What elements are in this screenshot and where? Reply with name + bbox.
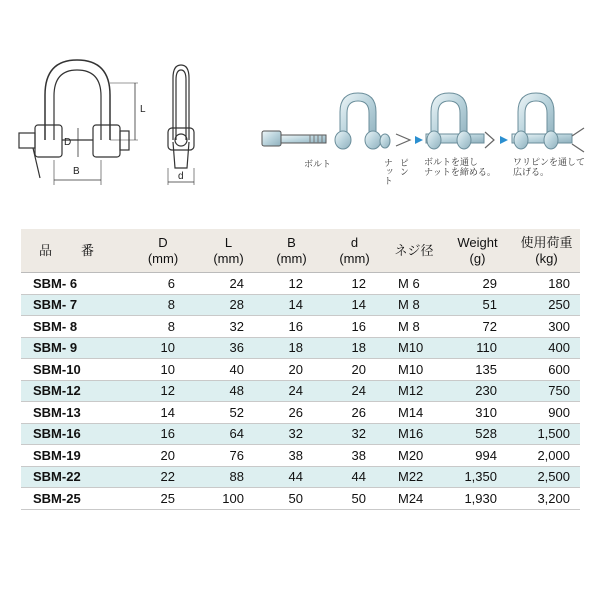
table-cell: 64 <box>197 423 260 445</box>
bolt-drawing <box>262 131 326 146</box>
table-cell: M20 <box>386 445 442 467</box>
table-cell: 8 <box>129 294 197 316</box>
table-cell: M 6 <box>386 273 442 295</box>
table-cell: 16 <box>129 423 197 445</box>
table-cell: 6 <box>129 273 197 295</box>
table-cell: 400 <box>513 337 580 359</box>
table-cell: 48 <box>197 380 260 402</box>
table-cell: 32 <box>260 423 323 445</box>
table-row <box>21 402 580 424</box>
table-cell: 52 <box>197 402 260 424</box>
header-D: D (mm) <box>129 229 197 273</box>
table-cell: SBM-12 <box>21 380 129 402</box>
table-cell: 10 <box>129 359 197 381</box>
table-cell: 12 <box>323 273 386 295</box>
table-cell: 300 <box>513 316 580 338</box>
table-cell: 51 <box>442 294 513 316</box>
table-row <box>21 273 580 295</box>
table-header-row <box>21 229 580 273</box>
table-cell: 230 <box>442 380 513 402</box>
table-row <box>21 359 580 381</box>
table-row <box>21 337 580 359</box>
table-cell: 50 <box>323 488 386 510</box>
table-cell: 44 <box>323 466 386 488</box>
table-cell: 1,500 <box>513 423 580 445</box>
table-cell: 24 <box>260 380 323 402</box>
table-cell: 900 <box>513 402 580 424</box>
header-L: L (mm) <box>197 229 260 273</box>
pin-label: ピン <box>398 158 409 176</box>
table-cell: SBM-25 <box>21 488 129 510</box>
arrow-icon <box>415 136 423 144</box>
table-cell: 24 <box>323 380 386 402</box>
table-cell: 14 <box>323 294 386 316</box>
dim-label-D: D <box>64 137 72 148</box>
table-cell: 26 <box>260 402 323 424</box>
table-cell: 26 <box>323 402 386 424</box>
step3-label: ワリピンを通して 広げる。 <box>513 157 586 177</box>
side-view <box>168 65 194 185</box>
arrow-icon <box>500 136 508 144</box>
table-cell: SBM- 8 <box>21 316 129 338</box>
shackle-diagram <box>0 0 600 215</box>
table-cell: 28 <box>197 294 260 316</box>
table-row <box>21 445 580 467</box>
table-cell: SBM-16 <box>21 423 129 445</box>
table-cell: 994 <box>442 445 513 467</box>
table-cell: 14 <box>260 294 323 316</box>
table-cell: 76 <box>197 445 260 467</box>
dim-label-L: L <box>140 104 146 115</box>
table-cell: M 8 <box>386 316 442 338</box>
spec-table <box>21 229 580 510</box>
table-cell: 750 <box>513 380 580 402</box>
table-cell: M10 <box>386 337 442 359</box>
table-cell: 1,930 <box>442 488 513 510</box>
table-cell: 600 <box>513 359 580 381</box>
step3-drawing <box>512 93 584 152</box>
table-cell: SBM-13 <box>21 402 129 424</box>
table-cell: 250 <box>513 294 580 316</box>
table-cell: M24 <box>386 488 442 510</box>
table-cell: 32 <box>197 316 260 338</box>
table-cell: 50 <box>260 488 323 510</box>
table-cell: SBM- 7 <box>21 294 129 316</box>
table-cell: M22 <box>386 466 442 488</box>
table-cell: 36 <box>197 337 260 359</box>
dim-label-d: d <box>178 171 184 182</box>
table-row <box>21 423 580 445</box>
table-cell: 20 <box>260 359 323 381</box>
table-cell: 12 <box>260 273 323 295</box>
table-cell: 8 <box>129 316 197 338</box>
table-row <box>21 316 580 338</box>
table-row <box>21 294 580 316</box>
table-cell: 20 <box>129 445 197 467</box>
table-cell: M14 <box>386 402 442 424</box>
table-cell: 18 <box>323 337 386 359</box>
table-cell: 29 <box>442 273 513 295</box>
table-cell: 12 <box>129 380 197 402</box>
table-cell: 14 <box>129 402 197 424</box>
table-cell: 24 <box>197 273 260 295</box>
table-row <box>21 380 580 402</box>
table-cell: 180 <box>513 273 580 295</box>
step2-label: ボルトを通し ナットを締める。 <box>424 157 496 177</box>
table-cell: 100 <box>197 488 260 510</box>
table-cell: 38 <box>260 445 323 467</box>
header-load: 使用荷重 (kg) <box>513 229 580 273</box>
dim-label-B: B <box>73 166 80 177</box>
header-B: B (mm) <box>260 229 323 273</box>
bolt-label: ボルト <box>304 159 332 169</box>
header-d: d (mm) <box>323 229 386 273</box>
step2-drawing <box>426 93 494 149</box>
table-cell: 2,500 <box>513 466 580 488</box>
table-cell: SBM- 9 <box>21 337 129 359</box>
table-cell: 18 <box>260 337 323 359</box>
table-cell: SBM-22 <box>21 466 129 488</box>
table-cell: 40 <box>197 359 260 381</box>
table-cell: 72 <box>442 316 513 338</box>
table-row <box>21 488 580 510</box>
header-thread: ネジ径 <box>386 229 442 273</box>
table-cell: SBM-10 <box>21 359 129 381</box>
table-cell: M16 <box>386 423 442 445</box>
shackle-body-drawing <box>335 93 410 149</box>
table-cell: M 8 <box>386 294 442 316</box>
table-cell: 16 <box>260 316 323 338</box>
table-cell: 2,000 <box>513 445 580 467</box>
table-cell: 22 <box>129 466 197 488</box>
table-cell: 38 <box>323 445 386 467</box>
table-cell: 20 <box>323 359 386 381</box>
table-cell: 528 <box>442 423 513 445</box>
table-cell: 110 <box>442 337 513 359</box>
table-cell: 1,350 <box>442 466 513 488</box>
header-part-number: 品 番 <box>21 229 129 273</box>
table-cell: 44 <box>260 466 323 488</box>
table-cell: 135 <box>442 359 513 381</box>
table-cell: SBM-19 <box>21 445 129 467</box>
table-cell: 88 <box>197 466 260 488</box>
table-cell: M12 <box>386 380 442 402</box>
table-row <box>21 466 580 488</box>
shackle-drawings <box>0 0 600 215</box>
table-cell: SBM- 6 <box>21 273 129 295</box>
table-cell: M10 <box>386 359 442 381</box>
table-cell: 32 <box>323 423 386 445</box>
table-cell: 10 <box>129 337 197 359</box>
nut-label: ナット <box>382 158 393 185</box>
table-cell: 310 <box>442 402 513 424</box>
table-cell: 16 <box>323 316 386 338</box>
header-weight: Weight (g) <box>442 229 513 273</box>
table-cell: 25 <box>129 488 197 510</box>
table-cell: 3,200 <box>513 488 580 510</box>
